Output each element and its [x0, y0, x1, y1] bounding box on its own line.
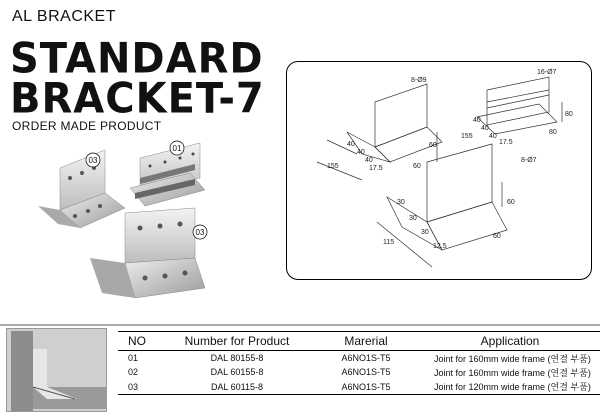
- col-header-product: Number for Product: [162, 332, 312, 351]
- table-row: 02 DAL 60155-8 A6NO1S-T5 Joint for 160mm wide frame (연결 부품): [128, 367, 591, 378]
- photo-label-right: 01: [172, 144, 182, 153]
- col-header-application: Application: [420, 332, 600, 351]
- dim-c-4: 12.5: [433, 243, 447, 250]
- col-header-material: Marerial: [312, 332, 420, 351]
- dim-c-2: 30: [409, 215, 417, 222]
- callout-a: 8-Ø9: [411, 77, 427, 84]
- callout-c: 8-Ø7: [521, 157, 537, 164]
- dim-b-4: 17.5: [499, 139, 513, 146]
- dim-c-1: 30: [397, 199, 405, 206]
- photo-label-left: 03: [88, 156, 98, 165]
- installed-bracket-thumbnail: [6, 328, 107, 412]
- table-header-row: [118, 332, 600, 351]
- dim-c-6: 60: [507, 199, 515, 206]
- category-label: AL BRACKET: [12, 8, 116, 25]
- dim-a-1: 40: [347, 141, 355, 148]
- photo-label-bottom: 03: [195, 228, 205, 237]
- dim-b-5: 155: [461, 133, 473, 140]
- dim-b-2: 40: [481, 125, 489, 132]
- dim-a-6: 60: [429, 142, 437, 149]
- dim-a-5: 155: [327, 163, 339, 170]
- table-row: 01 DAL 80155-8 A6NO1S-T5 Joint for 160mm wide frame (연결 부품): [128, 353, 591, 364]
- section-divider: [0, 324, 600, 326]
- dim-c-7: 60: [493, 233, 501, 240]
- col-header-no: NO: [118, 332, 162, 351]
- callout-b: 16-Ø7: [537, 69, 557, 76]
- product-photo: [30, 138, 250, 328]
- dim-b-3: 40: [489, 133, 497, 140]
- dim-b-1: 40: [473, 117, 481, 124]
- table-row: 03 DAL 60115-8 A6NO1S-T5 Joint for 120mm wide frame (연결 부품): [118, 380, 600, 395]
- technical-drawing-panel: [286, 61, 592, 280]
- dim-b-7: 80: [549, 129, 557, 136]
- dim-b-6: 80: [565, 111, 573, 118]
- dim-a-3: 40: [365, 157, 373, 164]
- dim-a-4: 17.5: [369, 165, 383, 172]
- dim-c-5: 115: [383, 239, 395, 246]
- dim-c-3: 30: [421, 229, 429, 236]
- page-title-line2: BRACKET-7: [10, 74, 265, 124]
- page-title-line1: STANDARD: [10, 34, 264, 84]
- dim-a-2: 40: [357, 149, 365, 156]
- product-table: [118, 331, 600, 395]
- bracket-photo-right: [130, 143, 205, 206]
- bracket-photo-bottom: [90, 208, 205, 298]
- page-subtitle: ORDER MADE PRODUCT: [12, 119, 162, 133]
- dim-a-7: 60: [413, 163, 421, 170]
- bracket-photo-left: [38, 150, 125, 228]
